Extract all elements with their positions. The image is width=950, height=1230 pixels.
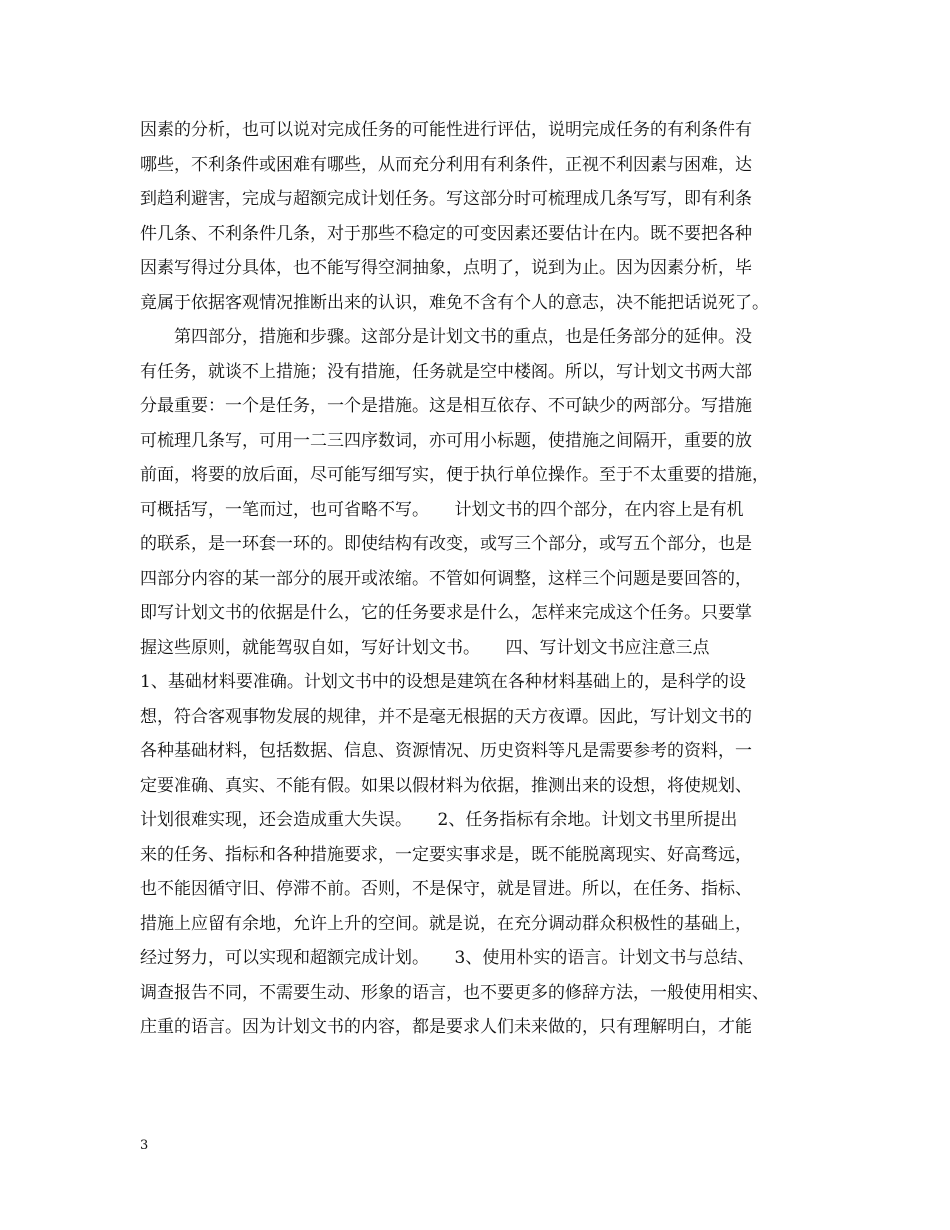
text-line: 经过努力，可以实现和超额完成计划。 3、使用朴实的语言。计划文书与总结、: [140, 948, 755, 968]
text-line: 到趋利避害，完成与超额完成计划任务。写这部分时可梳理成几条写写，即有利条: [140, 189, 752, 209]
text-line: 1、基础材料要准确。计划文书中的设想是建筑在各种材料基础上的，是科学的设: [140, 672, 746, 692]
text-line: 计划很难实现，还会造成重大失误。 2、任务指标有余地。计划文书里所提出: [140, 810, 738, 830]
text-line: 哪些，不利条件或困难有哪些，从而充分利用有利条件，正视不利因素与困难，达: [140, 154, 752, 175]
page-number: 3: [140, 1138, 149, 1153]
text-line: 措施上应留有余地，允许上升的空间。就是说，在充分调动群众积极性的基础上，: [140, 913, 752, 934]
text-line: 即写计划文书的依据是什么，它的任务要求是什么，怎样来完成这个任务。只要掌: [140, 603, 752, 623]
text-line: 庄重的语言。因为计划文书的内容，都是要求人们未来做的，只有理解明白，才能: [140, 1017, 752, 1037]
text-line: 件几条、不利条件几条，对于那些不稳定的可变因素还要估计在内。既不要把各种: [140, 223, 752, 244]
text-line: 可概括写，一笔而过，也可省略不写。 计划文书的四个部分，在内容上是有机: [140, 499, 744, 520]
text-line: 握这些原则，就能驾驭自如，写好计划文书。 四、写计划文书应注意三点: [140, 637, 710, 658]
body-text: [140, 113, 830, 1045]
text-line: 也不能因循守旧、停滞不前。否则，不是保守，就是冒进。所以，在任务、指标、: [140, 879, 752, 899]
text-line: 四部分内容的某一部分的展开或浓缩。不管如何调整，这样三个问题是要回答的，: [140, 568, 752, 589]
text-line: 因素的分析，也可以说对完成任务的可能性进行评估，说明完成任务的有利条件有: [140, 120, 752, 140]
text-line: 定要准确、真实、不能有假。如果以假材料为依据，推测出来的设想，将使规划、: [140, 775, 752, 796]
text-line: 前面，将要的放后面，尽可能写细写实，便于执行单位操作。至于不太重要的措施，: [140, 465, 769, 485]
text-line: 第四部分，措施和步骤。这部分是计划文书的重点，也是任务部分的延伸。没: [140, 327, 752, 347]
text-line: 的联系，是一环套一环的。即使结构有改变，或写三个部分，或写五个部分，也是: [140, 534, 752, 554]
text-line: 想，符合客观事物发展的规律，并不是毫无根据的天方夜谭。因此，写计划文书的: [140, 706, 752, 727]
text-line: 有任务，就谈不上措施；没有措施，任务就是空中楼阁。所以，写计划文书两大部: [140, 361, 752, 382]
text-line: 可梳理几条写，可用一二三四序数词，亦可用小标题，使措施之间隔开，重要的放: [140, 430, 752, 451]
text-line: 分最重要：一个是任务，一个是措施。这是相互依存、不可缺少的两部分。写措施: [140, 396, 752, 416]
text-line: 各种基础材料，包括数据、信息、资源情况、历史资料等凡是需要参考的资料，一: [140, 741, 752, 761]
text-line: 调查报告不同，不需要生动、形象的语言，也不要更多的修辞方法，一般使用相实、: [140, 982, 769, 1003]
text-line: 来的任务、指标和各种措施要求，一定要实事求是，既不能脱离现实、好高骛远，: [140, 844, 752, 865]
text-line: 因素写得过分具体，也不能写得空洞抽象，点明了，说到为止。因为因素分析，毕: [140, 258, 752, 278]
text-line: 竟属于依据客观情况推断出来的认识，难免不含有个人的意志，决不能把话说死了。: [140, 292, 769, 313]
